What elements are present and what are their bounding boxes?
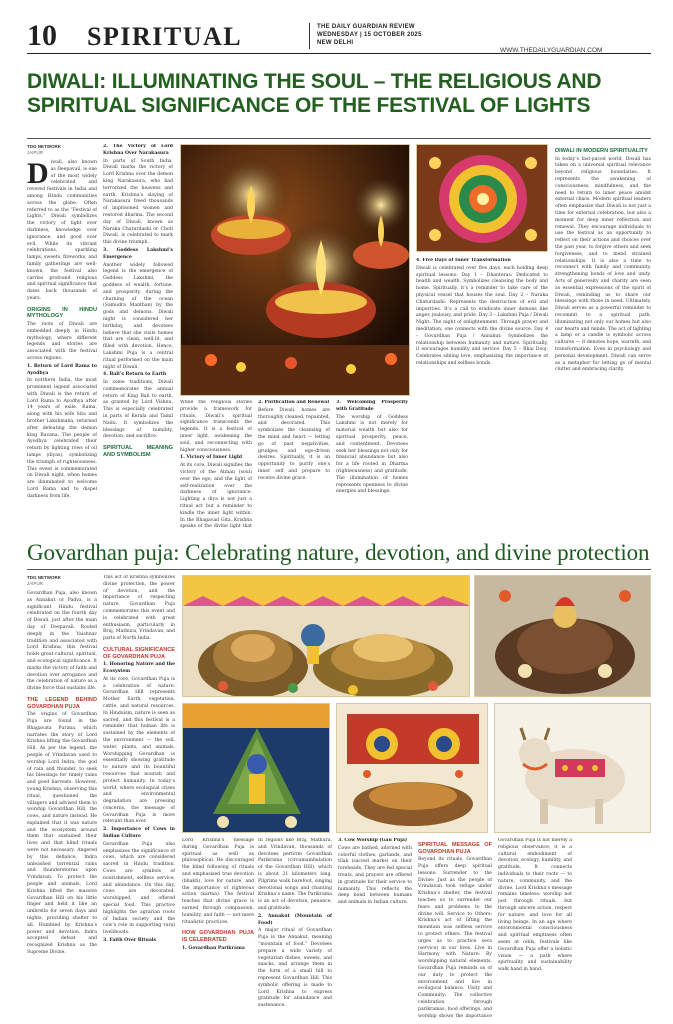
subhead-legend: THE LEGEND BEHIND GOVARDHAN PUJA xyxy=(27,696,97,710)
headline-rule-2 xyxy=(27,569,651,570)
drop-cap: D xyxy=(27,157,49,190)
govardhan-col-4 xyxy=(258,838,332,1018)
subhead-spiritual-message: SPIRITUAL MESSAGE OF GOVARDHAN PUJA xyxy=(418,842,492,855)
govardhan-col-6 xyxy=(418,838,492,1018)
subhead-spiritual-meaning: SPIRITUAL MEANING AND SYMBOLISM xyxy=(103,445,173,458)
paragraph: The roots of Diwali are embedded deeply in Hindu mythology, where different legends and stories are associated with the festival across regions. xyxy=(27,321,97,361)
byline-place: JAIPUR xyxy=(27,581,44,586)
paragraph: Govardhan Puja is not merely a religious observance; it is a cultural embodiment of devotion, ecology, humility, and gratitude. It connects individuals to their roots — to nature, community, and the divine. Lord Krishna’s message remains timeless: worship not just through rituals, but through sincere action, respect for nature, and love for all living beings. In an age where environmental consciousness and spiritual emptiness often seem at odds, festivals like Govardhan Puja offer a holistic vision — a path where spirituality and sustainability walk hand in hand. xyxy=(498,838,572,973)
issue-city: NEW DELHI xyxy=(317,40,354,46)
cow-illustration xyxy=(495,704,651,833)
govardhan-photo-krishna xyxy=(182,703,330,833)
point-heading: 2. The Victory of Lord Krishna Over Narakasura xyxy=(103,144,173,156)
govardhan-col-7 xyxy=(498,838,572,1018)
paragraph: Diwali is celebrated over five days, each holding deep spiritual lessons: Day 1 – Dhanteras: Dedicated to health and wealth. Symbolizes cleansing the body and home. Spiritually, it’s a reminder to take care of the physical vessel that houses the soul. Day 2 – Naraka Chaturdashi: Represents the destruction of evil and impurities. It’s a call to eradicate inner demons like anger, jealousy, and pride. Day 3 – Lakshmi Puja / Diwali Night: The night of enlightenment. Through prayer and meditation, one connects with the divine source. Day 4 – Govardhan Puja / Annakut: Symbolizes the relationship between humanity and nature. Spiritually, it encourages humility and service. Day 5 – Bhai Dooj: Celebrates sibling love, emphasizing the importance of relationships and selfless bonds. xyxy=(416,265,548,366)
paragraph: In parts of South India, Diwali marks the victory of Lord Krishna over the demon king Narakasura, who had terrorized the heavens and earth. Krishna’s slaying of Narakasura freed thousands of imprisoned women and restored dharma. The second day of Diwali, known as Naraka Chaturdashi or Choti Diwali, is celebrated to mark this divine triumph. xyxy=(103,158,173,246)
point-heading: 4. Five Days of Inner Transformation xyxy=(416,258,511,263)
paragraph: In northern India, the most prominent legend associated with Diwali is the return of Lord Rama to Ayodhya after 14 years of exile. Rama, along with his wife Sita and brother Lakshmana, returned after defeating the demon king Ravana. The people of Ayodhya celebrated their return by lighting rows of oil lamps (diyas), symbolizing the triumph of righteousness. This event is commemorated on Diwali night, when homes are illuminated to welcome Lord Rama and to dispel darkness from life. xyxy=(27,378,97,499)
govardhan-photo-idol xyxy=(474,575,651,697)
website-url[interactable]: WWW.THEDAILYGUARDIAN.COM xyxy=(500,47,603,54)
paragraph: Cows are bathed, adorned with colorful clothes, garlands, and tilak (sacred marks) on their foreheads. They are fed special treats, and prayers are offered in gratitude for their service to humanity. This reflects the deep bond between humans and animals in Indian culture. xyxy=(338,845,412,906)
point-heading: 1. Govardhan Parikrama xyxy=(182,945,245,951)
point-heading: 2. Annakut (Mountain of Food) xyxy=(258,913,332,926)
byline: TDG NETWORK xyxy=(27,575,61,580)
diwali-photo-rangoli xyxy=(416,144,548,252)
masthead-info xyxy=(317,23,422,47)
rangoli-illustration xyxy=(417,145,548,252)
subhead-how-celebrated: HOW GOVARDHAN PUJA IS CELEBRATED xyxy=(182,930,254,943)
byline: TDG NETWORK xyxy=(27,144,61,149)
govardhan-photo-altar xyxy=(336,703,488,833)
paragraph: At its core, Govardhan Puja is a celebration of nature. Govardhan Hill represents Mother Earth, vegetation, cattle, and natural resources. In Hinduism, nature is seen as sacred, and this festival is a reminder that human life is sustained by the elements of the environment — the soil, water, plants, and animals. Worshipping Govardhan is essentially showing gratitude to nature and its bountiful resources that nourish and protect humanity. In today’s world, where ecological crises and environmental degradation are pressing concerns, the message of Govardhan Puja is more relevant than ever. xyxy=(103,676,175,825)
paragraph: In today’s fast-paced world, Diwali has taken on a universal spiritual relevance beyond religious boundaries. It represents the awakening of consciousness, mindfulness, and the need to return to inner peace amidst external chaos. Modern spiritual leaders often emphasize that Diwali is not just a time for external celebration, but also a moment for deep inner reflection and renewal. They encourage individuals to use the festival as an opportunity to reflect on their actions and choices over the past year, to forgive others and seek forgiveness, and to mend strained relationships. It is also a time to reconnect with family and community, strengthening bonds of love and unity. Acts of generosity and charity are seen as essential expressions of the spirit of Diwali, reminding us to share our blessings with those in need. Ultimately, Diwali serves as a powerful reminder to recommit to a spiritual path, illuminating not only our homes but also our hearts and minds. The act of lighting a lamp or a candle is symbolic across cultures — it denotes hope, warmth, and transformation. Even in psychology and personal development, Diwali can serve as a metaphor for letting go of mental clutter and embracing clarity. xyxy=(555,156,651,373)
govardhan-photo-annakut xyxy=(182,575,470,697)
paragraph: A major ritual of Govardhan Puja is the Annakut, meaning “mountain of food.” Devotees prepare a wide variety of vegetarian dishes, sweets, and snacks, and arrange them in the form of a small hill to represent Govardhan Hill. This symbolic offering is made to Lord Krishna to express gratitude for abundance and sustenance. xyxy=(258,928,332,1009)
paragraph: iwali, also known as Deepavali, is one of the most widely celebrated and revered festivals in India and among Hindu communities across the globe. Often referred to as the “Festival of Lights,” Diwali symbolizes the victory of light over darkness, knowledge over ignorance, and good over evil. While its vibrant celebrations, sparkling lamps, sweets, fireworks, and family gatherings are well-known, the festival also carries profound religious and spiritual significance that dates back thousands of years. xyxy=(27,160,97,301)
point-heading: 4. Bali’s Return to Earth xyxy=(103,372,167,378)
headline-rule xyxy=(27,138,651,139)
page-number: 10 xyxy=(27,19,57,52)
paragraph: Lord Krishna’s message during Govardhan Puja is spiritual as well as philosophical. He discouraged the blind following of rituals and emphasized true devotion (bhakti), love for nature, and the importance of righteous action (karma). The festival teaches that divine grace is earned through compassion, humility, and faith — not mere ritualistic practices. xyxy=(182,838,254,925)
altar-illustration xyxy=(337,704,488,833)
section-title: SPIRITUAL xyxy=(87,22,243,51)
govardhan-col-1 xyxy=(27,575,97,1015)
diwali-col-2 xyxy=(103,144,173,529)
subhead-modern-spirituality: DIWALI IN MODERN SPIRITUALITY xyxy=(555,148,648,154)
paragraph: Govardhan Puja also emphasizes the significance of cows, which are considered sacred in Hindu tradition. Cows are symbols of nourishment, selfless service, and abundance. On this day, cows are decorated, worshipped, and offered special food. This practice highlights the agrarian roots of Indian society and the cow’s role in supporting rural livelihoods. xyxy=(103,841,175,936)
diwali-col-3 xyxy=(180,400,252,530)
govardhan-col-2 xyxy=(103,575,175,1015)
govardhan-col-8 xyxy=(578,838,651,1018)
diwali-headline: DIWALI: ILLUMINATING THE SOUL – THE RELIGIOUS AND SPIRITUAL SIGNIFICANCE OF THE FESTIVAL OF LIGHTS xyxy=(27,70,602,117)
paragraph: While the religious stories provide a framework for rituals, Diwali’s spiritual significance transcends the legends. It is a festival of inner light, awakening the soul, and reconnecting with higher consciousness. xyxy=(180,400,252,453)
diwali-col-1 xyxy=(27,144,97,529)
paragraph: Before Diwali, homes are thoroughly cleaned, repainted, and decorated. This symbolizes the cleansing of the mind and heart — letting go of past negativities, grudges, and ego-driven desires. Spiritually, it is an opportunity to purify one’s inner self and prepare to receive divine grace. xyxy=(258,407,330,481)
paragraph: At its core, Diwali signifies the victory of the Atman (soul) over the ego, and the light of self-realization over the darkness of ignorance. Lighting a diya is not just a ritual act but a reminder to kindle the inner light within. In the Bhagavad Gita, Krishna speaks of the divine light that xyxy=(180,463,252,530)
govardhan-col-3 xyxy=(182,838,254,1018)
point-heading: 3. Faith Over Rituals xyxy=(103,938,157,944)
paragraph: The worship of Goddess Lakshmi is not merely for material wealth but also for spiritual prosperity, peace, and contentment. Devotees seek her blessings not only for financial abundance but also for a life rooted in Dharma (righteousness) and gratitude. The illumination of homes represents openness to divine energies and blessings. xyxy=(336,414,408,495)
diya-illustration xyxy=(181,145,410,396)
point-heading: 3. Cow Worship (Gau Puja) xyxy=(338,838,408,843)
idol-illustration xyxy=(475,576,651,697)
diwali-col-7 xyxy=(555,144,651,530)
paragraph: This act of Krishna symbolizes divine protection, the power of devotion, and the importance of respecting nature. Govardhan Puja commemorates this event and is celebrated with great enthusiasm, particularly in Braj, Mathura, Vrindavan, and parts of North India. xyxy=(103,575,175,642)
subhead-cultural: CULTURAL SIGNIFICANCE OF GOVARDHAN PUJA xyxy=(103,646,175,660)
annakut-illustration xyxy=(183,576,470,697)
paragraph: In regions like Braj, Mathura, and Vrindavan, thousands of devotees perform Govardhan Parikrama (circumambulation of the Govardhan Hill), which is about 21 kilometers long. Pilgrims walk barefoot, singing devotional songs and chanting Krishna’s name. The Parikrama is an act of devotion, penance, and gratitude. xyxy=(258,838,332,911)
krishna-illustration xyxy=(183,704,330,833)
diwali-col-5 xyxy=(336,400,408,530)
govardhan-col-5 xyxy=(338,838,412,1018)
paragraph: Govardhan Puja, also known as Annakut or Padva, is a significant Hindu festival celebrated on the fourth day of Diwali, just after the main day of Deepavali. Rooted deeply in the Vaishnav tradition and associated with Lord Krishna, this festival holds great cultural, spiritual, and ecological significance. It marks the victory of faith and devotion over arrogance and the celebration of nature as a divine force that sustains life. xyxy=(27,591,97,692)
paragraph: Beyond its rituals, Govardhan Puja offers deep spiritual lessons: Surrender to the Divine: Just as the people of Vrindavan took refuge under Krishna’s shelter, the festival teaches us to surrender our fears and problems to the divine will. Service to Others: Krishna’s act of lifting the mountain was selfless service to protect others. The festival urges us to practice seva (service) in our lives. Live in Harmony with Nature: By worshipping natural elements, Govardhan Puja reminds us of our duty to protect the environment and live in ecological balance. Unity and Community: The collective celebration through parikramas, food offerings, and worship shows the importance xyxy=(418,857,492,1018)
diwali-photo-diyas xyxy=(180,144,410,396)
point-heading: 2. Importance of Cows in Indian Culture xyxy=(103,827,175,840)
govardhan-photo-cow xyxy=(494,703,651,833)
paragraph: Another widely followed legend is the emergence of Goddess Lakshmi, the goddess of wealth, fortune, and prosperity, during the churning of the ocean (Samudra Manthan) by the gods and demons. Diwali night is considered her birthday, and devotees believe that she visits homes that are clean, well-lit, and filled with devotion. Hence, Lakshmi Puja is a central ritual performed on the main night of Diwali. xyxy=(103,262,173,370)
diwali-col-4 xyxy=(258,400,330,530)
point-heading: 1. Victory of Inner Light xyxy=(180,455,243,461)
point-heading: 2. Purification and Renewal xyxy=(258,400,330,405)
point-heading: 1. Return of Lord Rama to Ayodhya xyxy=(27,363,97,376)
govardhan-headline: Govardhan puja: Celebrating nature, devotion, and divine protection xyxy=(27,540,650,565)
point-heading: 3. Welcoming Prosperity with Gratitude xyxy=(336,400,408,412)
paper-name: THE DAILY GUARDIAN REVIEW xyxy=(317,24,415,30)
issue-date: WEDNESDAY | 15 OCTOBER 2025 xyxy=(317,32,422,38)
masthead-divider xyxy=(309,23,310,49)
paragraph: In some traditions, Diwali commemorates the annual return of King Bali to earth, as granted by Lord Vishnu. This is especially celebrated in parts of Kerala and Tamil Nadu. It symbolizes the blessings of humility, devotion, and sacrifice. xyxy=(103,380,173,440)
diwali-col-6 xyxy=(416,258,548,530)
subhead-origins: ORIGINS IN HINDU MYTHOLOGY xyxy=(27,306,97,320)
paragraph: The origins of Govardhan Puja are found in the Bhagavata Purana, which narrates the story of Lord Krishna lifting the Govardhan Hill. As per the legend, the people of Vrindavan used to worship Lord Indra, the god of rain and thunder, to seek his blessings for timely rains and good harvests. However, young Krishna, observing this ritual, questioned the villagers and advised them to worship Govardhan Hill, the cows, and nature instead. He explained that it was nature and the ecosystem around them that sustained their lives and that blind rituals were not necessary. Angered by this defiance, Indra unleashed torrential rains and thunderstorms upon Vrindavan. To protect the people and animals, Lord Krishna lifted the massive Govardhan Hill on his little finger and held it like an umbrella for seven days and nights, providing shelter to all. Humbled by Krishna’s power and devotion, Indra accepted defeat and recognized Krishna as the Supreme Divine. xyxy=(27,712,97,956)
byline-place: JAIPUR xyxy=(27,150,44,155)
point-heading: 3. Goddess Lakshmi’s Emergence xyxy=(103,247,173,260)
point-heading: 1. Honoring Nature and the Ecosystem xyxy=(103,662,175,674)
